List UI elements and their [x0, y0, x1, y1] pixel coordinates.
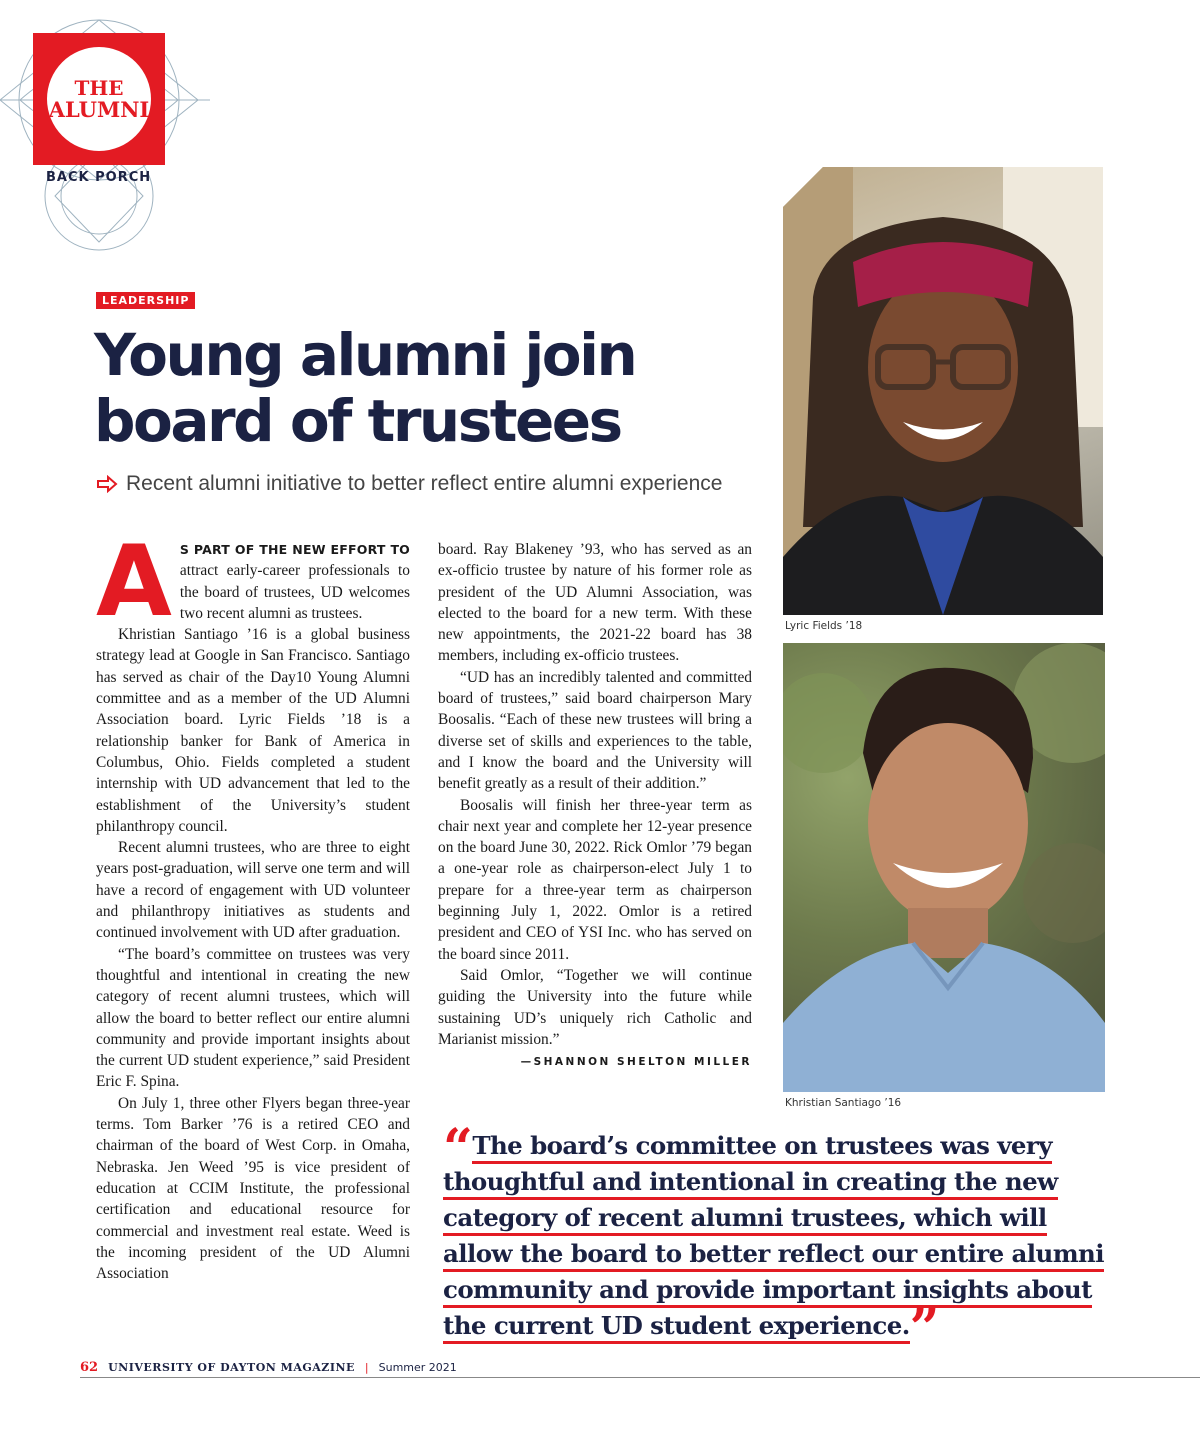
- photo-caption-2: Khristian Santiago ’16: [785, 1097, 902, 1109]
- drop-cap: A: [96, 525, 172, 639]
- logo-line-1: THE: [74, 76, 124, 100]
- pull-quote-line: [443, 1118, 1083, 1179]
- portrait-photo-lyric-fields: [783, 167, 1103, 615]
- alumni-logo-seal: [47, 47, 151, 151]
- portrait-illustration-2: [783, 643, 1105, 1092]
- paragraph-1-text: attract early-career professionals to the board of trustees, UD welcomes two recent alumni as trustees.: [179, 562, 410, 622]
- category-tag: LEADERSHIP: [96, 292, 195, 309]
- magazine-title: UNIVERSITY OF DAYTON MAGAZINE: [108, 1361, 355, 1374]
- headline-line-1: Young alumni join: [94, 321, 636, 389]
- pull-quote-line: [443, 1298, 1083, 1359]
- article-paragraph-4: “The board’s committee on trustees was very thoughtful and intentional in creating the new category of recent alumni trustees, which will allow the board to better reflect our entire alumni community and provide important insights about the current UD student experience,” said President Eric F. Spina.: [96, 945, 410, 1091]
- subheadline-text: Recent alumni initiative to better reflect entire alumni experience: [126, 472, 723, 495]
- article-paragraph-8: Boosalis will finish her three-year term as chair next year and complete her 12-year presence on the board June 30, 2022. Rick Omlor ’79 began a one-year role as chairperson-elect July 1 to prepare for a three-year term as chairperson beginning July 1, 2022. Omlor is a retired president and CEO of YSI Inc. who has served on the board since 2011.: [438, 796, 752, 963]
- pull-quote-text: category of recent alumni trustees, which will: [443, 1203, 1047, 1236]
- issue-date: Summer 2021: [378, 1361, 457, 1374]
- subheadline: [96, 472, 736, 496]
- footer-separator: |: [364, 1361, 369, 1374]
- portrait-illustration-1: [783, 167, 1103, 615]
- article-paragraph-2: Khristian Santiago ’16 is a global business strategy lead at Google in San Francisco. Santiago has served as chair of the Day10 Young Alumni committee and as a member of the UD Alumni Association board. Lyric Fields ’18 is a relationship banker for Bank of America in Columbus, Ohio. Fields completed a student internship with UD advancement that led to the establishment of the University’s student philanthropy council.: [96, 626, 410, 835]
- pull-quote-text: thoughtful and intentional in creating the new: [443, 1167, 1058, 1200]
- article-paragraph-3: Recent alumni trustees, who are three to eight years post-graduation, will serve one term and will have a record of engagement with UD volunteer and philanthropy initiatives as students and continued involvement with UD after graduation.: [96, 839, 410, 942]
- page-footer: [80, 1360, 457, 1375]
- photo-caption-1: Lyric Fields ’18: [785, 620, 863, 632]
- close-quote-icon: ”: [909, 1298, 939, 1359]
- article-paragraph-6: board. Ray Blakeney ’93, who has served as an ex-officio trustee by nature of his former role as president of the UD Alumni Association, was elected to the board for a new term. With these new appointments, the 2021-22 board has 38 members, including ex-officio trustees.: [438, 541, 752, 665]
- pull-quote-text: the current UD student experience.: [443, 1311, 910, 1344]
- article-paragraph-7: “UD has an incredibly talented and committed board of trustees,” said board chairperson Mary Boosalis. “Each of these new trustees will bring a diverse set of skills and experiences to the table, and I know the board and the University will benefit greatly as a result of their addition.”: [438, 668, 752, 793]
- pull-quote-text: allow the board to better reflect our entire alumni: [443, 1239, 1104, 1272]
- headline: [94, 322, 754, 454]
- article-paragraph-5: On July 1, three other Flyers began three-year terms. Tom Barker ’76 is a retired CEO and chairman of the board of West Corp. in Omaha, Nebraska. Jen Weed ’95 is vice president of education at CCIM Institute, the professional certification and educational resource for commercial and investment real estate. Weed is the incoming president of the UD Alumni Association: [96, 1094, 410, 1283]
- alumni-logo: [33, 33, 165, 165]
- article-column-2: [438, 539, 752, 1073]
- pull-quote-line: [443, 1200, 1083, 1236]
- lead-in: S PART OF THE NEW EFFORT TO: [179, 542, 410, 557]
- pull-quote-line: [443, 1236, 1104, 1272]
- pull-quote-text: The board’s committee on trustees was very: [472, 1131, 1052, 1164]
- footer-divider: [80, 1377, 1200, 1378]
- pull-quote-line: [443, 1164, 1083, 1200]
- portrait-photo-khristian-santiago: [783, 643, 1105, 1092]
- page-number: 62: [80, 1360, 99, 1375]
- pull-quote-line: [443, 1272, 1092, 1308]
- section-name: BACK PORCH: [46, 170, 152, 185]
- byline: —SHANNON SHELTON MILLER: [520, 1056, 752, 1069]
- pull-quote: [443, 1118, 1104, 1359]
- article-paragraph-9: Said Omlor, “Together we will continue guiding the University into the future while sustaining UD’s uniquely rich Catholic and Marianist mission.”: [438, 966, 752, 1048]
- arrow-right-icon: [96, 475, 118, 493]
- article-column-1: [96, 525, 410, 1284]
- headline-line-2: board of trustees: [94, 387, 621, 455]
- pull-quote-text: community and provide important insights about: [443, 1275, 1092, 1308]
- article-paragraph-1: [96, 525, 410, 639]
- open-quote-icon: “: [443, 1118, 473, 1179]
- logo-line-2: ALUMNI: [48, 97, 150, 122]
